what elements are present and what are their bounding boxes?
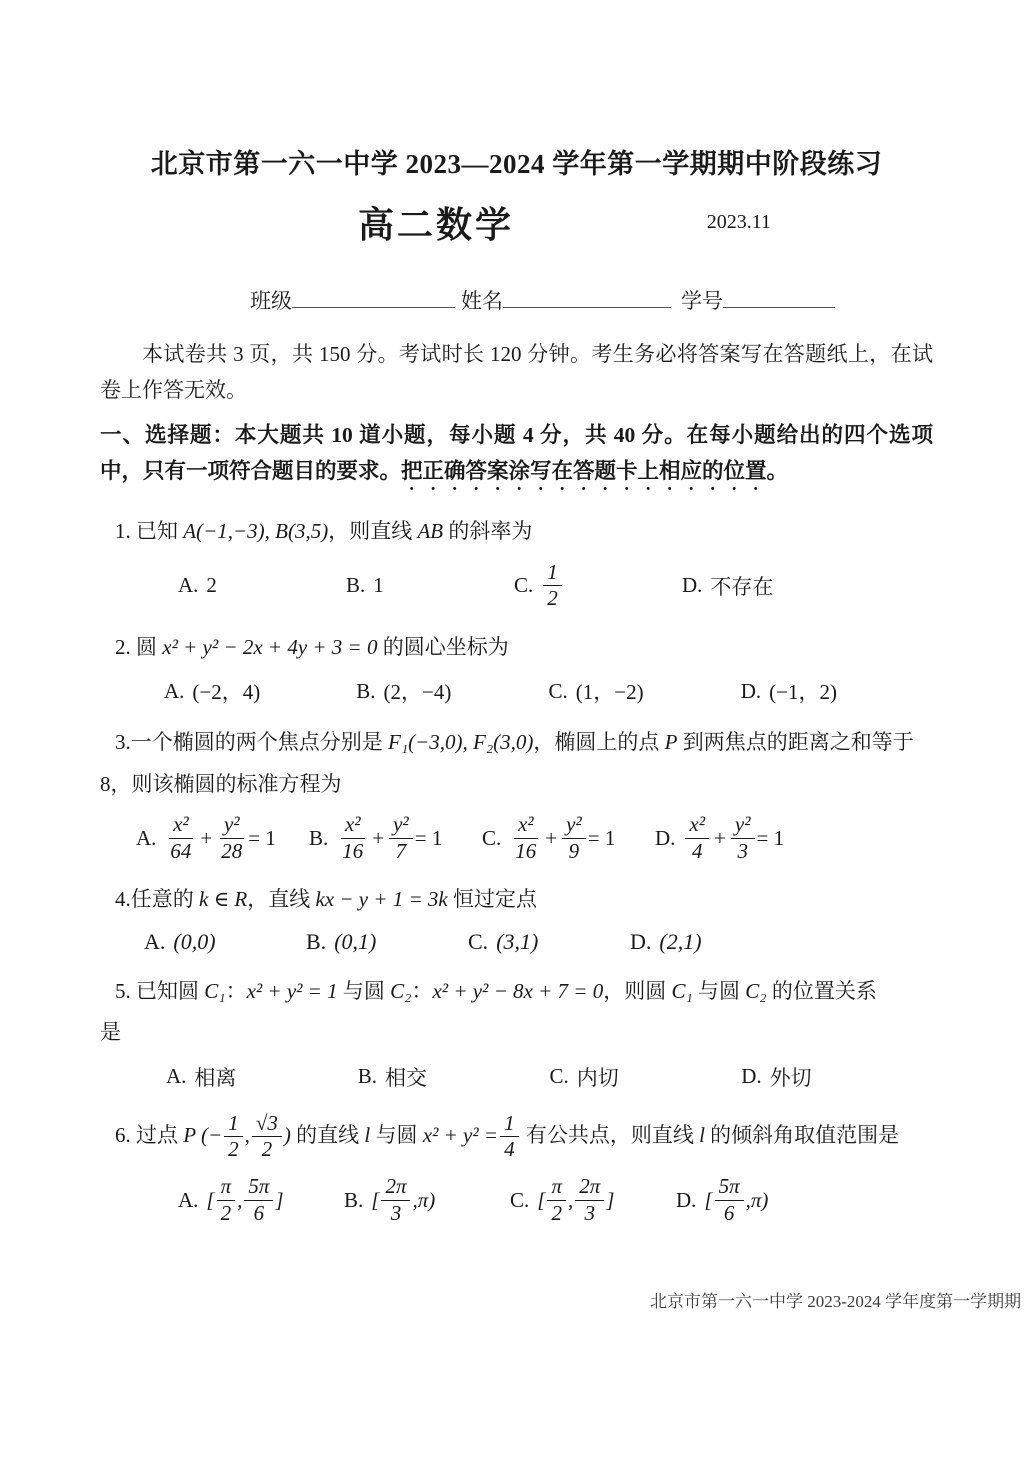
question-number: 1. (115, 519, 131, 544)
option-5-a (166, 1062, 358, 1092)
stem-text: 与圆 (337, 978, 391, 1003)
question-1-options (100, 561, 933, 611)
open-bracket: [ (206, 1187, 215, 1212)
open-bracket: [ (371, 1187, 380, 1212)
fraction (381, 1175, 410, 1225)
section1-heading (100, 418, 933, 495)
option-6-c (510, 1175, 676, 1225)
fraction-numerator: x² (685, 813, 709, 839)
option-1-c (514, 561, 682, 611)
stem-math: kx − y + 1 = 3k (315, 887, 448, 912)
class-field-blank (292, 286, 455, 308)
stem-math: C₂ (745, 978, 767, 1003)
option-2-b (356, 676, 548, 706)
question-5 (100, 975, 933, 1092)
option-label: D. (682, 573, 703, 598)
fraction-numerator: y² (562, 813, 586, 839)
fraction-denominator: 16 (342, 838, 364, 863)
plus-sign: + (545, 825, 558, 850)
stem-text: ，直线 (247, 887, 316, 912)
option-6-b (344, 1175, 510, 1225)
section1-heading-main: 一、选择题：本大题共 10 道小题，每小题 4 分，共 40 分。在每小题给出的四个选项中，只有一项符合题目的要求。 (100, 423, 933, 484)
stem-text: 恒过定点 (447, 887, 537, 912)
option-value: (1，−2) (575, 680, 644, 705)
stem-text: ，则直线 (328, 519, 418, 544)
fraction-denominator: 4 (691, 838, 703, 863)
fraction-numerator: x² (169, 813, 193, 839)
page-footer: 北京市第一六一中学 2023-2024 学年度第一学期期 (650, 1292, 1022, 1311)
stem-text: 与圆 (370, 1122, 423, 1147)
fraction-numerator: √3 (252, 1112, 282, 1138)
option-2-a (164, 676, 356, 706)
option-value: (2，−4) (383, 680, 452, 705)
option-2-d (741, 676, 933, 706)
stem-text: 的圆心坐标为 (377, 634, 509, 659)
option-label: B. (344, 1187, 364, 1212)
option-5-c (550, 1062, 742, 1092)
option-label: B. (346, 573, 366, 598)
option-4-b (306, 929, 468, 955)
option-label: B. (306, 928, 327, 954)
option-label: A. (178, 573, 199, 598)
id-field-label: 学号 (681, 289, 723, 313)
fraction-denominator: 7 (395, 838, 407, 863)
fraction-denominator: 4 (504, 1137, 515, 1162)
option-value: 内切 (576, 1065, 619, 1090)
close-bracket: ] (275, 1187, 284, 1212)
option-value: 相交 (385, 1065, 428, 1090)
question-3-stem (115, 726, 933, 759)
stem-text: ，则圆 (603, 978, 672, 1003)
page-title: 北京市第一六一中学 2023—2024 学年第一学期期中阶段练习 (150, 149, 883, 179)
option-3-c (482, 813, 655, 863)
fraction-numerator: 2π (381, 1175, 410, 1201)
question-number: 2. (115, 634, 131, 659)
open-paren: (− (195, 1122, 223, 1147)
stem-math: C₁ (671, 978, 693, 1003)
equals-one: = 1 (248, 825, 276, 850)
question-2 (100, 631, 933, 707)
fraction-numerator: 2π (575, 1175, 604, 1201)
stem-text: ： (411, 978, 433, 1003)
stem-text: 的直线 (290, 1122, 365, 1147)
fraction-denominator: 3 (390, 1200, 402, 1225)
stem-math: C₂ (390, 978, 412, 1003)
stem-text: 已知圆 (130, 978, 205, 1003)
fraction (575, 1175, 604, 1225)
option-label: A. (166, 1064, 187, 1089)
exam-notice: 本试卷共 3 页，共 150 分。考试时长 120 分钟。考生务必将答案写在答题纸上，在试卷上作答无效。 (100, 342, 933, 402)
option-5-d (741, 1062, 933, 1092)
option-label: A. (144, 928, 166, 954)
fraction-denominator: 6 (253, 1200, 265, 1225)
subject-title: 高二数学 (358, 205, 515, 245)
stem-math: l (364, 1122, 371, 1147)
option-label: D. (740, 678, 762, 703)
question-6 (100, 1112, 933, 1225)
subtitle-row (100, 197, 933, 249)
fraction-denominator: 16 (515, 838, 537, 863)
fraction-denominator: 28 (221, 838, 243, 863)
name-field-label: 姓名 (461, 289, 503, 313)
fraction (252, 1112, 282, 1162)
option-label: C. (510, 1187, 530, 1212)
fraction (543, 561, 562, 611)
option-4-c (468, 929, 630, 955)
option-label: A. (178, 1187, 199, 1212)
stem-text: 到两焦点的距离之和等于 (677, 730, 914, 755)
option-2-c (549, 676, 741, 706)
stem-math: x² + y² = (422, 1122, 499, 1147)
option-value: (2,1) (659, 928, 702, 954)
fraction (224, 1112, 243, 1162)
option-1-a (178, 573, 346, 598)
option-3-a (136, 813, 309, 863)
fraction-numerator: y² (220, 813, 244, 839)
plus-sign: + (714, 825, 726, 850)
fraction (244, 1175, 273, 1225)
fraction-denominator: 2 (220, 1200, 232, 1225)
fraction (217, 1175, 236, 1225)
option-value: 相离 (194, 1065, 237, 1090)
option-label: B. (356, 678, 376, 703)
option-label: A. (136, 825, 157, 850)
section1-heading-emphasized: 把正确答案涂写在答题卡上相应的位置。 (401, 459, 789, 484)
option-value: 外切 (769, 1065, 812, 1090)
fraction (685, 813, 709, 863)
fraction-numerator: π (547, 1175, 566, 1201)
question-number: 5. (115, 978, 131, 1003)
option-label: D. (630, 928, 652, 954)
question-6-options (100, 1175, 933, 1225)
stem-math: P (183, 1122, 196, 1147)
fraction-denominator: 2 (547, 586, 558, 611)
stem-text: 已知 (130, 519, 184, 544)
exam-date: 2023.11 (706, 211, 771, 233)
stem-math: P (664, 730, 678, 755)
option-value: (0,1) (334, 928, 377, 954)
question-1 (100, 515, 933, 611)
comma: , (745, 1187, 751, 1212)
stem-text: 的位置关系 (766, 978, 877, 1003)
fraction-denominator: 3 (737, 838, 748, 863)
fraction (338, 813, 367, 863)
fraction-numerator: π (217, 1175, 236, 1201)
fraction (389, 813, 413, 863)
option-label: C. (549, 1064, 569, 1089)
option-3-b (309, 813, 482, 863)
close-bracket: ] (606, 1187, 615, 1212)
option-label: B. (357, 1064, 378, 1089)
fraction-denominator: 2 (228, 1137, 239, 1162)
equals-one: = 1 (587, 825, 616, 850)
option-value: 1 (373, 573, 384, 598)
comma: , (244, 1122, 250, 1147)
option-value: (3,1) (496, 928, 539, 954)
stem-math: x² + y² − 8x + 7 = 0 (432, 978, 604, 1003)
fraction-numerator: 1 (500, 1112, 519, 1138)
option-5-b (358, 1062, 550, 1092)
fraction (715, 1175, 744, 1225)
question-2-stem (115, 631, 933, 664)
close-paren: ) (283, 1122, 291, 1147)
question-4-stem (115, 883, 933, 916)
stem-math: AB (417, 519, 444, 544)
comma: , (567, 1187, 574, 1212)
fraction-denominator: 64 (170, 838, 192, 863)
stem-text: 的斜率为 (443, 519, 533, 544)
stem-text: 圆 (130, 634, 163, 659)
equals-one: = 1 (414, 825, 443, 850)
stem-text: 一个椭圆的两个焦点分别是 (130, 730, 388, 755)
stem-math: l (699, 1122, 705, 1147)
close-paren: ) (761, 1187, 769, 1212)
option-value: (0,0) (173, 928, 216, 954)
stem-math: A(−1,−3), B(3,5) (183, 519, 329, 544)
fraction-denominator: 2 (551, 1200, 562, 1225)
option-label: D. (655, 825, 676, 850)
fraction-numerator: 5π (244, 1175, 273, 1201)
option-4-a (144, 929, 306, 955)
fraction-numerator: 1 (543, 561, 562, 587)
option-label: D. (741, 1064, 762, 1089)
stem-math: x² + y² − 2x + 4y + 3 = 0 (162, 634, 378, 659)
pi-symbol: π (750, 1187, 762, 1212)
question-4 (100, 883, 933, 955)
close-paren: ) (428, 1187, 436, 1212)
option-label: D. (676, 1187, 697, 1212)
id-field-blank (723, 286, 835, 308)
comma: , (237, 1187, 243, 1212)
option-value: 不存在 (710, 574, 774, 599)
question-5-stem (115, 975, 933, 1008)
fraction-numerator: y² (389, 813, 413, 839)
name-field-blank (503, 286, 671, 308)
fraction-denominator: 6 (723, 1200, 735, 1225)
fraction-denominator: 2 (261, 1137, 273, 1162)
fraction-numerator: x² (341, 813, 365, 839)
stem-text: 的倾斜角取值范围是 (704, 1122, 900, 1147)
question-1-stem (115, 515, 933, 548)
stem-math: C₁ (204, 978, 226, 1003)
option-6-a (178, 1175, 344, 1225)
fraction (500, 1112, 519, 1162)
option-label: C. (548, 678, 568, 703)
fraction (547, 1175, 566, 1225)
fraction-numerator: 1 (224, 1112, 243, 1138)
comma: , (412, 1187, 418, 1212)
open-bracket: [ (537, 1187, 546, 1212)
pi-symbol: π (417, 1187, 429, 1212)
stem-text: 过点 (130, 1122, 184, 1147)
equals-one: = 1 (756, 825, 785, 850)
stem-text: 有公共点，则直线 (520, 1122, 700, 1147)
plus-sign: + (200, 825, 213, 850)
stem-math: F₁(−3,0), F₂(3,0) (388, 730, 534, 755)
option-6-d (676, 1175, 842, 1225)
student-info-row (250, 285, 933, 315)
stem-math: k ∈ R (199, 887, 248, 912)
stem-math: x² + y² = 1 (246, 978, 338, 1003)
option-label: A. (164, 678, 185, 703)
question-number: 6. (115, 1122, 131, 1147)
fraction (511, 813, 540, 863)
stem-text: 与圆 (692, 978, 746, 1003)
option-value: (−1，2) (769, 680, 838, 705)
option-value: (−2，4) (192, 680, 261, 705)
question-number: 4. (115, 887, 131, 912)
fraction-numerator: x² (514, 813, 538, 839)
fraction (562, 813, 586, 863)
question-3-options (100, 813, 933, 863)
stem-text: ： (225, 978, 247, 1003)
option-3-d (655, 813, 828, 863)
fraction-numerator: y² (731, 813, 755, 839)
class-field-label: 班级 (250, 289, 292, 313)
question-4-options (100, 929, 933, 955)
option-label: C. (468, 928, 489, 954)
option-label: C. (514, 573, 534, 598)
open-bracket: [ (704, 1187, 713, 1212)
question-3-stem-line2: 8，则该椭圆的标准方程为 (100, 771, 342, 796)
fraction (217, 813, 246, 863)
question-2-options (100, 676, 933, 706)
fraction-denominator: 3 (584, 1200, 595, 1225)
option-1-b (346, 573, 514, 598)
fraction (731, 813, 755, 863)
stem-text: 任意的 (130, 887, 199, 912)
plus-sign: + (372, 825, 385, 850)
fraction-denominator: 9 (568, 838, 580, 863)
option-4-d (630, 929, 792, 955)
fraction (166, 813, 195, 863)
option-label: C. (482, 825, 502, 850)
option-1-d (682, 571, 850, 601)
question-6-stem (115, 1112, 933, 1162)
option-label: B. (309, 825, 329, 850)
question-number: 3. (115, 730, 131, 755)
option-value: 2 (206, 573, 217, 598)
question-3 (100, 726, 933, 863)
question-5-options (100, 1062, 933, 1092)
question-5-stem-line2: 是 (100, 1020, 121, 1045)
stem-text: ，椭圆上的点 (533, 730, 665, 755)
fraction-numerator: 5π (715, 1175, 744, 1201)
